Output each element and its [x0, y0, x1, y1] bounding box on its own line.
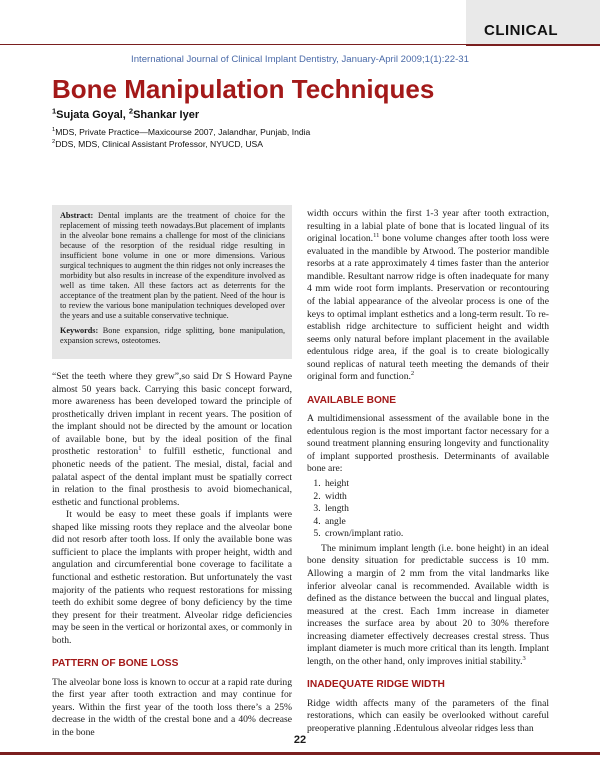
- footer-rule: [0, 752, 600, 755]
- list-item: 1. height: [323, 478, 549, 491]
- author-2-marker: 2: [128, 106, 134, 116]
- inadequate-paragraph: Ridge width affects many of the parameters of the final restorations, which can easily be overlooked without careful preoperative planning .Edentulous alveolar ridges less than: [307, 697, 549, 734]
- affiliation-1: [52, 127, 310, 137]
- list-item: 3. length: [323, 503, 549, 516]
- affiliation-2-marker: 2: [52, 139, 56, 146]
- author-1-name: Sujata Goyal,: [56, 109, 129, 121]
- heading-pattern-of-bone-loss: PATTERN OF BONE LOSS: [52, 658, 179, 670]
- page-number: 22: [293, 734, 307, 746]
- affiliation-1-marker: 1: [52, 127, 56, 134]
- keywords-label: Keywords:: [60, 326, 99, 335]
- author-1-marker: 1: [52, 106, 57, 116]
- intro-p1-text-b: to fulfill esthetic, functional and phonetic needs of the patient. The mesial, distal, facial and palatal aspect of the dental implant must be spatially correct in relation to the final prosthesis to avoid biomechanical, esthetic and functional problems.: [52, 446, 292, 508]
- intro-paragraph-2: It would be easy to meet these goals if implants were shaped like missing roots they replace and the alveolar bone did not resorb after tooth loss. If only the available bone was sufficient to place the implants with proper height, width and angulation and circumferential bone coverage to facilitate a functional and esthetic restoration. But unfortunately the vast majority of the patients who request restorations for missing teeth do exhibit some degree of bony deficiency by the time they present for their treatment. Alveolar ridge deficiencies may be seen in the vertical or horizontal axes, or commonly in both.: [52, 509, 292, 646]
- right-column: [307, 208, 549, 736]
- list-item: 5. crown/implant ratio.: [323, 528, 549, 541]
- article-title: Bone Manipulation Techniques: [52, 74, 435, 104]
- list-item: 2. width: [323, 491, 549, 504]
- intro-p1-text-a: “Set the teeth where they grew”,so said Dr S Howard Payne almost 50 years back. Carrying this basic concept forward, more awareness has been developed toward the principle of prosthetically driven implant in recent years. The position of the implant should not be directed by the amount or location of available bone, but by the ideal position of the final prosthetic restoration: [52, 371, 292, 458]
- minimum-length-paragraph: [307, 543, 549, 669]
- cont-p-text-b: bone volume changes after tooth loss were evaluated in the mandible by Atwood. The posterior mandible resorbs at a rate approximately 4 times faster than the anterior mandible. Resultant narrow ridge is often inadequate for many 4 mm wide root form implants. Preservation or recontouring of the labial appearance of the alveolar process is one of the keys to optimal implant esthetics and a long-term result. To re-establish ridge architecture to sufficient height and width seems only natural before implant placement in the available edentulous ridge area, if the goal is to create biologically sound replicas of natural teeth meeting the demands of their original form and function.: [307, 233, 549, 383]
- determinants-list: [307, 478, 549, 541]
- abstract-label: Abstract:: [60, 211, 94, 220]
- list-item: 4. angle: [323, 516, 549, 529]
- affiliation-2-text: DDS, MDS, Clinical Assistant Professor, NYUCD, USA: [55, 139, 263, 149]
- abstract-paragraph: [60, 211, 285, 321]
- intro-paragraph-1: [52, 371, 292, 509]
- cont-p-text-a: width occurs within the first 1-3 year after tooth extraction, resulting in a labial plate of bone that is located lingual of its original location.: [307, 208, 549, 245]
- citation-marker: 2: [410, 370, 415, 378]
- affiliation-2: [52, 139, 263, 149]
- available-paragraph: A multidimensional assessment of the available bone in the edentulous region is the most important factor necessary for a sound treatment planning ensuring longevity and functionality of implant supported prosthesis. Determinants of available bone are:: [307, 413, 549, 475]
- author-2-name: Shankar Iyer: [133, 109, 200, 121]
- continued-paragraph: [307, 208, 549, 384]
- heading-inadequate-ridge-width: INADEQUATE RIDGE WIDTH: [307, 679, 445, 691]
- citation-marker: 3: [522, 654, 526, 662]
- abstract-text: Dental implants are the treatment of choice for the replacement of missing teeth nowadays.But placement of implants in the alveolar bone remains a challenge for most of the clinicians because of the resorption of the residual ridge resulting in insufficient bone volume in one or more dimensions. Various surgical techniques to augment the thin ridges not only increases the morbidity but also results in increase of the expenditure involved as well as time taken. All these factors act as deterrents for the acceptance of the treatment plan by the patient. Need of the hour is to review the various bone manipulation techniques developed over the years and use a suitable conservative technique.: [60, 211, 286, 320]
- heading-available-bone: AVAILABLE BONE: [307, 394, 397, 406]
- affiliation-1-text: MDS, Private Practice—Maxicourse 2007, Jalandhar, Punjab, India: [55, 127, 311, 137]
- header-rule: [0, 44, 600, 45]
- section-label: CLINICAL: [484, 22, 558, 39]
- keywords-paragraph: [60, 326, 285, 346]
- citation-marker: 1: [138, 445, 142, 453]
- citation-marker: 11: [373, 231, 380, 239]
- abstract-box: [52, 205, 292, 359]
- min-p-text: The minimum implant length (i.e. bone height) in an ideal bone density situation for predictable success is 10 mm. Allowing a margin of 2 mm from the vital landmarks like inferior alveolar canal is recommended. Available width is defined as the distance between the buccal and lingual plates, measured at the crest. Each 1mm increase in diameter increases the surface area by about 20 to 30% therefore increasing diameter effectively decreases crestal stress. Thus implant diameter is much more critical than its length. Implant length, on the other hand, only improves initial stability.: [307, 542, 549, 667]
- pattern-paragraph: The alveolar bone loss is known to occur at a rapid rate during the first year after tooth extraction and may continue for years. Within the first year of the tooth loss there’s a 25% decrease in the width of the crestal bone and a 40% decrease in the bone: [52, 676, 292, 738]
- keywords-text: Bone expansion, ridge splitting, bone manipulation, expansion screws, osteotomes.: [60, 326, 286, 345]
- author-list: [52, 106, 200, 121]
- left-column: [52, 371, 292, 740]
- journal-citation: International Journal of Clinical Implant Dentistry, January-April 2009;1(1):22-31: [131, 54, 469, 65]
